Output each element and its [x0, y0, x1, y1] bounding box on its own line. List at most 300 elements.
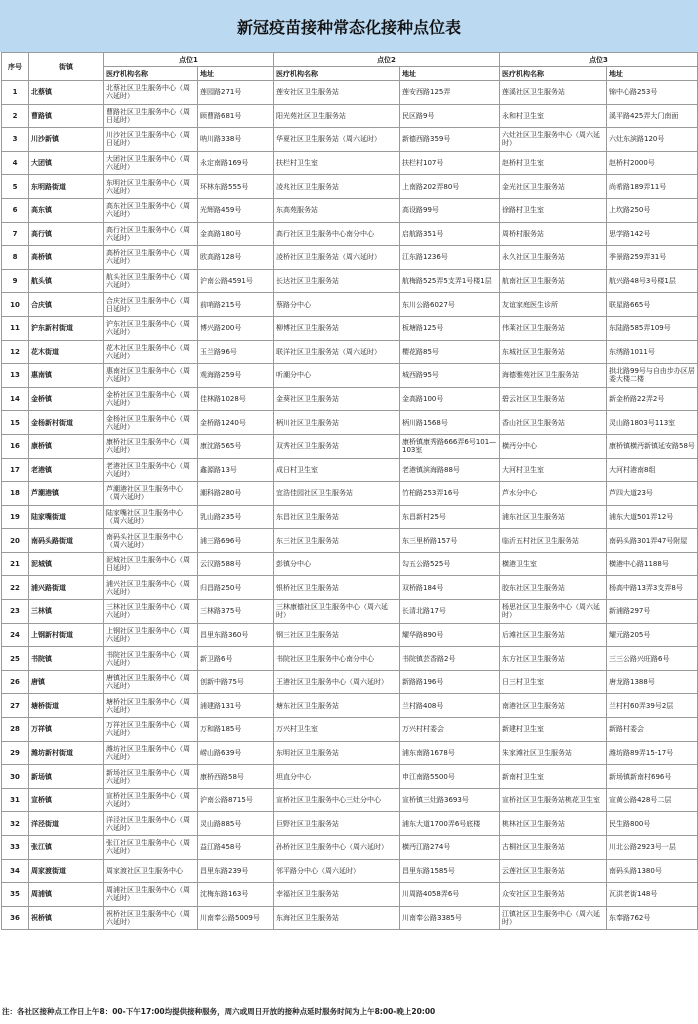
- row-number: 18: [2, 482, 29, 506]
- site2-address: 板塘路125号: [400, 316, 500, 340]
- site3-institution: 金光社区卫生服务站: [500, 175, 607, 199]
- site2-institution: 高行社区卫生服务中心南分中心: [274, 222, 400, 246]
- site3-address: 锦中心路253号: [607, 81, 698, 105]
- site1-address: 沪南公路8715号: [198, 788, 274, 812]
- site2-address: 樱花路85号: [400, 340, 500, 364]
- site2-institution: 王港社区卫生服务中心（周六延时）: [274, 670, 400, 694]
- table-row: [2, 482, 698, 506]
- table-row: [2, 600, 698, 624]
- site1-address: 浦建路131号: [198, 694, 274, 718]
- site1-institution: 高桥社区卫生服务中心（周六延时）: [104, 246, 198, 270]
- site3-address: 唐龙路1388号: [607, 670, 698, 694]
- site2-institution: 坦直分中心: [274, 765, 400, 789]
- site1-institution: 潍坊社区卫生服务中心（周六延时）: [104, 741, 198, 765]
- site3-address: 浦东大道501弄12号: [607, 505, 698, 529]
- site2-address: 昌里东路1585号: [400, 859, 500, 883]
- row-town: 上钢新村街道: [29, 623, 104, 647]
- site3-address: 新浦路297号: [607, 600, 698, 624]
- row-number: 7: [2, 222, 29, 246]
- row-town: 芦潮港镇: [29, 482, 104, 506]
- site1-institution: 金杨社区卫生服务中心（周六延时）: [104, 411, 198, 435]
- site2-address: 柄川路1568号: [400, 411, 500, 435]
- site1-institution: 芦潮港社区卫生服务中心（周六延时）: [104, 482, 198, 506]
- site3-address: 东陆路585弄109号: [607, 316, 698, 340]
- site2-institution: 万兴村卫生室: [274, 718, 400, 742]
- row-number: 13: [2, 364, 29, 388]
- row-town: 三林镇: [29, 600, 104, 624]
- row-town: 老港镇: [29, 458, 104, 482]
- row-number: 21: [2, 552, 29, 576]
- site2-address: 竹柏路253弄16号: [400, 482, 500, 506]
- header-site2-inst: 医疗机构名称: [274, 67, 400, 81]
- row-number: 35: [2, 883, 29, 907]
- table-row: [2, 151, 698, 175]
- site3-institution: 古桐社区卫生服务站: [500, 836, 607, 860]
- site2-institution: 幸福社区卫生服务站: [274, 883, 400, 907]
- site2-institution: 宜浩佳园社区卫生服务站: [274, 482, 400, 506]
- site3-institution: 伟莱社区卫生服务站: [500, 316, 607, 340]
- row-town: 高行镇: [29, 222, 104, 246]
- site1-address: 万和路185号: [198, 718, 274, 742]
- site3-institution: 海德雅苑社区卫生服务站: [500, 364, 607, 388]
- row-town: 万祥镇: [29, 718, 104, 742]
- row-number: 14: [2, 387, 29, 411]
- row-town: 宣桥镇: [29, 788, 104, 812]
- site2-address: 金高路100号: [400, 387, 500, 411]
- table-row: [2, 128, 698, 152]
- site1-address: 前哨路215号: [198, 293, 274, 317]
- site3-address: 南码头路301弄47号附屋: [607, 529, 698, 553]
- site1-address: 永定南路169号: [198, 151, 274, 175]
- site3-institution: 横沔分中心: [500, 434, 607, 458]
- row-number: 1: [2, 81, 29, 105]
- site1-institution: 上钢社区卫生服务中心（周六延时）: [104, 623, 198, 647]
- site1-institution: 沪东社区卫生服务中心（周六延时）: [104, 316, 198, 340]
- site2-institution: 东昌社区卫生服务站: [274, 505, 400, 529]
- table-row: [2, 246, 698, 270]
- table-row: [2, 175, 698, 199]
- site2-address: 航梅路525弄5支弄1号楼1层: [400, 269, 500, 293]
- site3-institution: 永久社区卫生服务站: [500, 246, 607, 270]
- header-site3: 点位3: [500, 53, 698, 67]
- site3-institution: 友谊家庭医生诊所: [500, 293, 607, 317]
- row-town: 金桥镇: [29, 387, 104, 411]
- row-town: 塘桥街道: [29, 694, 104, 718]
- table-row: [2, 836, 698, 860]
- site2-institution: 书院社区卫生服务中心南分中心: [274, 647, 400, 671]
- site3-institution: 后滩社区卫生服务站: [500, 623, 607, 647]
- site1-address: 环林东路555号: [198, 175, 274, 199]
- site2-address: 宣桥镇三灶路3693号: [400, 788, 500, 812]
- header-site1-inst: 医疗机构名称: [104, 67, 198, 81]
- site2-address: 耀华路890号: [400, 623, 500, 647]
- row-town: 高东镇: [29, 198, 104, 222]
- site1-institution: 泥城社区卫生服务中心（周日延时）: [104, 552, 198, 576]
- table-row: [2, 647, 698, 671]
- site1-institution: 高行社区卫生服务中心（周六延时）: [104, 222, 198, 246]
- site3-address: 新场镇新南村696号: [607, 765, 698, 789]
- site2-institution: 成日村卫生室: [274, 458, 400, 482]
- site3-address: 新路村委会: [607, 718, 698, 742]
- row-number: 29: [2, 741, 29, 765]
- site3-address: 三三公路兴旺路6号: [607, 647, 698, 671]
- site1-institution: 张江社区卫生服务中心（周六延时）: [104, 836, 198, 860]
- site2-institution: 凌桥社区卫生服务站（周六延时）: [274, 246, 400, 270]
- header-site1-addr: 地址: [198, 67, 274, 81]
- row-number: 10: [2, 293, 29, 317]
- table-row: [2, 670, 698, 694]
- site2-institution: 东海社区卫生服务站: [274, 906, 400, 930]
- site2-address: 书院镇芸香路2号: [400, 647, 500, 671]
- row-town: 航头镇: [29, 269, 104, 293]
- row-town: 潍坊新村街道: [29, 741, 104, 765]
- row-town: 泥城镇: [29, 552, 104, 576]
- site1-address: 崂山路639号: [198, 741, 274, 765]
- header-site1: 点位1: [104, 53, 274, 67]
- site1-address: 归昌路250号: [198, 576, 274, 600]
- site3-institution: 周桥村服务站: [500, 222, 607, 246]
- row-number: 17: [2, 458, 29, 482]
- site1-address: 灵山路885号: [198, 812, 274, 836]
- row-town: 合庆镇: [29, 293, 104, 317]
- site2-address: 东三里桥路157号: [400, 529, 500, 553]
- site1-institution: 书院社区卫生服务中心（周六延时）: [104, 647, 198, 671]
- site2-address: 新路路196号: [400, 670, 500, 694]
- row-number: 24: [2, 623, 29, 647]
- site3-institution: 杨思社区卫生服务中心（周六延时）: [500, 600, 607, 624]
- site1-institution: 万祥社区卫生服务中心（周六延时）: [104, 718, 198, 742]
- row-town: 书院镇: [29, 647, 104, 671]
- table-row: [2, 293, 698, 317]
- site1-institution: 大团社区卫生服务中心（周六延时）: [104, 151, 198, 175]
- site2-institution: 柳博社区卫生服务站: [274, 316, 400, 340]
- site2-address: 莲安西路125弄: [400, 81, 500, 105]
- site3-institution: 芦水分中心: [500, 482, 607, 506]
- site3-address: 赵桥村2000号: [607, 151, 698, 175]
- site2-institution: 孙桥社区卫生服务中心（周六延时）: [274, 836, 400, 860]
- row-town: 沪东新村街道: [29, 316, 104, 340]
- row-town: 新场镇: [29, 765, 104, 789]
- row-town: 康桥镇: [29, 434, 104, 458]
- site1-address: 创新中路75号: [198, 670, 274, 694]
- site2-institution: 银桥社区卫生服务站: [274, 576, 400, 600]
- row-number: 3: [2, 128, 29, 152]
- site1-address: 莲园路271号: [198, 81, 274, 105]
- site1-institution: 洋泾社区卫生服务中心（周六延时）: [104, 812, 198, 836]
- site1-institution: 川沙社区卫生服务中心（周日延时）: [104, 128, 198, 152]
- site3-address: 民生路800号: [607, 812, 698, 836]
- site2-address: 川南奉公路3385号: [400, 906, 500, 930]
- row-number: 30: [2, 765, 29, 789]
- site2-address: 民区路9号: [400, 104, 500, 128]
- site1-institution: 高东社区卫生服务中心（周六延时）: [104, 198, 198, 222]
- site1-address: 潮科路280号: [198, 482, 274, 506]
- site1-address: 博兴路200号: [198, 316, 274, 340]
- site1-institution: 周浦社区卫生服务中心（周六延时）: [104, 883, 198, 907]
- site3-address: 杨高中路13弄3支弄8号: [607, 576, 698, 600]
- site2-address: 双桥路184号: [400, 576, 500, 600]
- site1-address: 金高路180号: [198, 222, 274, 246]
- row-number: 20: [2, 529, 29, 553]
- site1-address: 浦三路696号: [198, 529, 274, 553]
- site1-institution: 陆家嘴社区卫生服务中心（周六延时）: [104, 505, 198, 529]
- site3-address: 潍坊路89弄15-17号: [607, 741, 698, 765]
- site1-institution: 东明社区卫生服务中心（周六延时）: [104, 175, 198, 199]
- site2-address: 兰村路408号: [400, 694, 500, 718]
- row-number: 5: [2, 175, 29, 199]
- site2-address: 申江南路5500号: [400, 765, 500, 789]
- row-town: 周浦镇: [29, 883, 104, 907]
- site3-address: 南码头路1380号: [607, 859, 698, 883]
- site3-institution: 南港社区卫生服务站: [500, 694, 607, 718]
- row-town: 曹路镇: [29, 104, 104, 128]
- site1-address: 昌里东路239号: [198, 859, 274, 883]
- row-town: 金杨新村街道: [29, 411, 104, 435]
- row-number: 23: [2, 600, 29, 624]
- table-row: [2, 81, 698, 105]
- site2-address: 江东路1236号: [400, 246, 500, 270]
- row-town: 惠南镇: [29, 364, 104, 388]
- site1-institution: 唐镇社区卫生服务中心（周六延时）: [104, 670, 198, 694]
- table-row: [2, 269, 698, 293]
- site2-institution: 宣桥社区卫生服务中心三灶分中心: [274, 788, 400, 812]
- table-row: [2, 387, 698, 411]
- site2-address: 启航路351号: [400, 222, 500, 246]
- site1-institution: 曹路社区卫生服务中心（周日延时）: [104, 104, 198, 128]
- site2-institution: 柄川社区卫生服务站: [274, 411, 400, 435]
- site1-institution: 老港社区卫生服务中心（周六延时）: [104, 458, 198, 482]
- site1-address: 呐川路338号: [198, 128, 274, 152]
- site2-institution: 三林康德社区卫生服务中心（周六延时）: [274, 600, 400, 624]
- row-town: 东明路街道: [29, 175, 104, 199]
- site2-address: 东昌新村25号: [400, 505, 500, 529]
- site3-address: 尚希路189弄11号: [607, 175, 698, 199]
- table-row: [2, 859, 698, 883]
- site3-address: 芦四大道23号: [607, 482, 698, 506]
- site2-institution: 蔡路分中心: [274, 293, 400, 317]
- site1-institution: 南码头社区卫生服务中心（周六延时）: [104, 529, 198, 553]
- site2-address: 康桥镇康秀路666弄6号101—103室: [400, 434, 500, 458]
- site1-address: 康桥西路58号: [198, 765, 274, 789]
- site3-address: 上坎路250号: [607, 198, 698, 222]
- row-number: 28: [2, 718, 29, 742]
- row-number: 27: [2, 694, 29, 718]
- table-row: [2, 505, 698, 529]
- site2-address: 新德西路359号: [400, 128, 500, 152]
- header-site3-addr: 地址: [607, 67, 698, 81]
- table-row: [2, 812, 698, 836]
- site1-institution: 祝桥社区卫生服务中心（周六延时）: [104, 906, 198, 930]
- site1-institution: 浦兴社区卫生服务中心（周六延时）: [104, 576, 198, 600]
- site2-institution: 阳光苑社区卫生服务站: [274, 104, 400, 128]
- site3-institution: 香山社区卫生服务站: [500, 411, 607, 435]
- site2-address: 上南路202弄80号: [400, 175, 500, 199]
- header-site2: 点位2: [274, 53, 500, 67]
- row-number: 2: [2, 104, 29, 128]
- table-row: [2, 340, 698, 364]
- site2-institution: 双秀社区卫生服务站: [274, 434, 400, 458]
- row-number: 19: [2, 505, 29, 529]
- site3-institution: 大河村卫生室: [500, 458, 607, 482]
- site3-address: 瓦洪老街148号: [607, 883, 698, 907]
- site2-address: 城西路95号: [400, 364, 500, 388]
- row-number: 16: [2, 434, 29, 458]
- site2-institution: 联洋社区卫生服务站（周六延时）: [274, 340, 400, 364]
- site2-address: 浦东大道1700弄6号底楼: [400, 812, 500, 836]
- site2-institution: 东三社区卫生服务站: [274, 529, 400, 553]
- table-row: [2, 411, 698, 435]
- site3-institution: 朱家滩社区卫生服务站: [500, 741, 607, 765]
- site3-address: 宣黄公路428号二层: [607, 788, 698, 812]
- row-town: 北蔡镇: [29, 81, 104, 105]
- site3-address: 东绣路1011号: [607, 340, 698, 364]
- row-town: 高桥镇: [29, 246, 104, 270]
- site1-address: 康沈路565号: [198, 434, 274, 458]
- site2-institution: 长达社区卫生服务站: [274, 269, 400, 293]
- site3-institution: 浦东社区卫生服务站: [500, 505, 607, 529]
- site3-institution: 宣桥社区卫生服务站桃花卫生室: [500, 788, 607, 812]
- row-number: 22: [2, 576, 29, 600]
- site2-institution: 听潮分中心: [274, 364, 400, 388]
- site3-institution: 碧云社区卫生服务站: [500, 387, 607, 411]
- table-row: [2, 222, 698, 246]
- table-row: [2, 906, 698, 930]
- site1-address: 云汉路588号: [198, 552, 274, 576]
- site3-address: 灵山路1803号113室: [607, 411, 698, 435]
- site3-institution: 东方社区卫生服务站: [500, 647, 607, 671]
- row-number: 36: [2, 906, 29, 930]
- row-town: 大团镇: [29, 151, 104, 175]
- site1-address: 沪南公路4591号: [198, 269, 274, 293]
- header-seq: 序号: [2, 53, 29, 81]
- table-row: [2, 765, 698, 789]
- site1-address: 欧高路128号: [198, 246, 274, 270]
- table-header: [2, 53, 698, 81]
- table-row: [2, 364, 698, 388]
- site1-institution: 宣桥社区卫生服务中心（周六延时）: [104, 788, 198, 812]
- row-number: 31: [2, 788, 29, 812]
- site3-address: 联星路665号: [607, 293, 698, 317]
- site2-address: 勾五公路525号: [400, 552, 500, 576]
- site1-address: 光辉路459号: [198, 198, 274, 222]
- table-row: [2, 623, 698, 647]
- site1-address: 沈梅东路163号: [198, 883, 274, 907]
- row-number: 25: [2, 647, 29, 671]
- site2-address: 老港镇滨海路88号: [400, 458, 500, 482]
- site3-institution: 众安社区卫生服务站: [500, 883, 607, 907]
- row-town: 周家渡街道: [29, 859, 104, 883]
- row-number: 33: [2, 836, 29, 860]
- header-site3-inst: 医疗机构名称: [500, 67, 607, 81]
- site1-address: 川南奉公路5009号: [198, 906, 274, 930]
- site1-address: 玉兰路96号: [198, 340, 274, 364]
- table-row: [2, 694, 698, 718]
- site1-institution: 新场社区卫生服务中心（周六延时）: [104, 765, 198, 789]
- table-row: [2, 883, 698, 907]
- site2-institution: 凌兆社区卫生服务站: [274, 175, 400, 199]
- vaccination-site-table: [1, 52, 698, 930]
- site3-institution: 赵桥村卫生室: [500, 151, 607, 175]
- row-number: 32: [2, 812, 29, 836]
- site1-address: 佳林路1028号: [198, 387, 274, 411]
- row-number: 4: [2, 151, 29, 175]
- site1-institution: 惠南社区卫生服务中心（周六延时）: [104, 364, 198, 388]
- site2-institution: 金葵社区卫生服务站: [274, 387, 400, 411]
- table-row: [2, 458, 698, 482]
- site1-institution: 北蔡社区卫生服务中心（周六延时）: [104, 81, 198, 105]
- row-number: 9: [2, 269, 29, 293]
- row-town: 陆家嘴街道: [29, 505, 104, 529]
- site1-institution: 花木社区卫生服务中心（周六延时）: [104, 340, 198, 364]
- site3-institution: 莲溪社区卫生服务站: [500, 81, 607, 105]
- site3-address: 东奉路762号: [607, 906, 698, 930]
- site1-institution: 航头社区卫生服务中心（周六延时）: [104, 269, 198, 293]
- site3-address: 川北公路2923号一层: [607, 836, 698, 860]
- site2-institution: 邻平路分中心（周六延时）: [274, 859, 400, 883]
- site3-institution: 六灶社区卫生服务中心（周六延时）: [500, 128, 607, 152]
- site2-institution: 扶栏村卫生室: [274, 151, 400, 175]
- site1-institution: 三林社区卫生服务中心（周六延时）: [104, 600, 198, 624]
- site1-address: 顾曹路681号: [198, 104, 274, 128]
- table-body: [2, 81, 698, 930]
- site1-address: 乳山路235号: [198, 505, 274, 529]
- table-row: [2, 718, 698, 742]
- row-number: 15: [2, 411, 29, 435]
- site2-institution: 东明社区卫生服务站: [274, 741, 400, 765]
- page-title: 新冠疫苗接种常态化接种点位表: [0, 0, 698, 52]
- site3-address: 康桥镇横沔新镇延安路58号: [607, 434, 698, 458]
- table-row: [2, 788, 698, 812]
- site1-institution: 合庆社区卫生服务中心（周日延时）: [104, 293, 198, 317]
- site1-address: 益江路458号: [198, 836, 274, 860]
- table-row: [2, 529, 698, 553]
- site1-institution: 周家渡社区卫生服务中心: [104, 859, 198, 883]
- site2-address: 川周路4058弄6号: [400, 883, 500, 907]
- site3-institution: 江镇社区卫生服务中心（周六延时）: [500, 906, 607, 930]
- site2-address: 长清北路17号: [400, 600, 500, 624]
- table-row: [2, 316, 698, 340]
- site3-address: 新金桥路22弄2号: [607, 387, 698, 411]
- site3-institution: 云莲社区卫生服务站: [500, 859, 607, 883]
- row-town: 浦兴路街道: [29, 576, 104, 600]
- site2-address: 万兴村村委会: [400, 718, 500, 742]
- table-row: [2, 552, 698, 576]
- site3-address: 航兴路48号3号楼1层: [607, 269, 698, 293]
- site2-address: 高设路99号: [400, 198, 500, 222]
- site3-institution: 横港卫生室: [500, 552, 607, 576]
- site3-institution: 永和村卫生室: [500, 104, 607, 128]
- site3-address: 思学路142号: [607, 222, 698, 246]
- site2-institution: 巨野社区卫生服务站: [274, 812, 400, 836]
- site3-institution: 新建村卫生室: [500, 718, 607, 742]
- site1-address: 鑫源路13号: [198, 458, 274, 482]
- site3-institution: 临沂五村社区卫生服务站: [500, 529, 607, 553]
- site1-address: 新卫路6号: [198, 647, 274, 671]
- site1-institution: 康桥社区卫生服务中心（周六延时）: [104, 434, 198, 458]
- row-town: 洋泾街道: [29, 812, 104, 836]
- site3-address: 六灶东滨路120号: [607, 128, 698, 152]
- site3-address: 兰村村60弄39号2层: [607, 694, 698, 718]
- site3-address: 大河村港南8组: [607, 458, 698, 482]
- site1-institution: 金桥社区卫生服务中心（周六延时）: [104, 387, 198, 411]
- row-number: 34: [2, 859, 29, 883]
- site2-institution: 华夏社区卫生服务站（周六延时）: [274, 128, 400, 152]
- site1-address: 昌里东路360号: [198, 623, 274, 647]
- table-row: [2, 741, 698, 765]
- site3-institution: 胶东社区卫生服务站: [500, 576, 607, 600]
- row-town: 花木街道: [29, 340, 104, 364]
- row-town: 唐镇: [29, 670, 104, 694]
